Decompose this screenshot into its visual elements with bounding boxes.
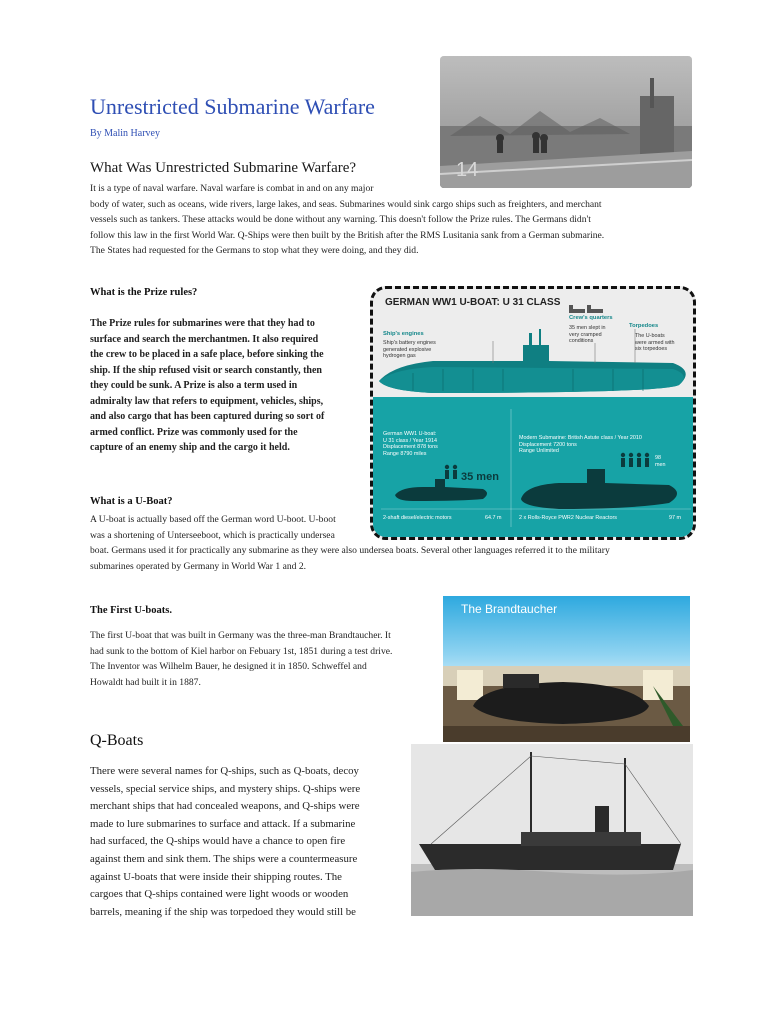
qboats-line: barrels, meaning if the ship was torpedoed they would still be <box>90 905 356 918</box>
prize-line: ship. If the ship refused visit or search constantly, then <box>90 364 322 376</box>
intro-line: vessels such as tankers. These attacks would be done without any warning. This doesn't follow the Prize rules. The Germans didn't <box>90 214 591 225</box>
intro-line: body of water, such as oceans, wide rivers, large lakes, and seas. Submarines would sink cargo ships such as freighters, and merchant <box>90 198 602 210</box>
modern-propulsion: 2 x Rolls-Royce PWR2 Nuclear Reactors <box>519 515 617 521</box>
qboats-line: made to lure submarines to surface and attack. If a submarine <box>90 817 356 830</box>
uboat-paragraph <box>90 512 680 574</box>
ww1-propulsion: 2-shaft diesel/electric motors <box>383 515 452 521</box>
prize-line: capture of an enemy ship and the cargo it held. <box>90 442 290 453</box>
uboat-line: was a shortening of Unterseeboot, which is practically undersea <box>90 529 335 541</box>
uboat-line: submarines operated by Germany in World War 1 and 2. <box>90 560 307 572</box>
uboat-line: A U-boat is actually based off the German word U-boot. U-boot <box>90 514 336 525</box>
prize-line: The Prize rules for submarines were that they had to <box>90 318 315 329</box>
prize-line: they could be sunk. A Prize is also a term used in <box>90 380 298 391</box>
modern-length: 97 m <box>669 515 681 521</box>
ww1-uboat-spec: German WW1 U-boat: U 31 class / Year 1914 Displacement 878 tons Range 8790 miles <box>383 431 438 457</box>
intro-line: follow this law in the first World War. Q-Ships were then built by the British after the RMS Lusitania sank from a German submarine. <box>90 229 605 241</box>
crews-quarters-note: 35 men slept in very cramped conditions <box>569 325 606 345</box>
first-uboats-heading: The First U-boats. <box>90 605 172 616</box>
uboat-heading: What is a U-Boat? <box>90 496 173 507</box>
qboats-line: against U-boats that were inside their shipping routes. The <box>90 870 342 883</box>
intro-paragraph <box>90 181 698 259</box>
crews-quarters-label: Crew's quarters <box>569 315 613 321</box>
author-byline: By Malin Harvey <box>90 128 160 139</box>
engines-note: Ship's battery engines generated explosive hydrogen gas <box>383 340 436 360</box>
first-uboats-line: Howaldt had built it in 1887. <box>90 676 201 688</box>
prize-heading: What is the Prize rules? <box>90 287 198 298</box>
hull-number: 14 <box>456 159 479 181</box>
qboats-line: There were several names for Q-ships, such as Q-boats, decoy <box>90 765 359 777</box>
qboats-line: had surfaced, the Q-ships would have a chance to open fire <box>90 835 346 848</box>
infographic-title: GERMAN WW1 U-BOAT: U 31 CLASS <box>385 297 561 308</box>
q-ship-photo <box>411 744 693 916</box>
first-uboats-paragraph <box>90 628 435 690</box>
qboats-line: cargoes that Q-ships contained were light woods or wooden <box>90 888 349 901</box>
torpedoes-note: The U-boats were armed with six torpedoes <box>635 333 675 353</box>
prize-line: admiralty law that refers to equipment, vehicles, ships, <box>90 395 324 407</box>
qboats-line: against them and sink them. The ships were a countermeasure <box>90 852 358 865</box>
page-title: Unrestricted Submarine Warfare <box>90 94 375 119</box>
ww1-crew-count: 35 men <box>461 471 499 483</box>
torpedoes-label: Torpedoes <box>629 323 659 329</box>
brandtaucher-photo <box>443 596 690 742</box>
ww1-length: 64.7 m <box>485 515 502 521</box>
modern-sub-spec: Modern Submarine: British Astute class / Year 2010 Displacement 7200 tons Range Unlimited <box>519 435 642 455</box>
first-uboats-line: The Inventor was Wilhelm Bauer, he designed it in 1850. Schweffel and <box>90 661 367 672</box>
qboats-heading: Q-Boats <box>90 732 144 749</box>
qboats-line: merchant ships that had concealed weapons, and Q-ships were <box>90 800 360 813</box>
prize-line: the crew to be placed in a safe place, before sinking the <box>90 349 324 360</box>
modern-crew-count: 98 men <box>655 455 666 468</box>
qboats-line: vessels, special service ships, and mystery ships. Q-ships were <box>90 782 361 795</box>
qboats-paragraph <box>90 763 402 921</box>
submarine-deck-photo <box>440 56 692 188</box>
first-uboats-line: had sunk to the bottom of Kiel harbor on Febuary 1st, 1851 during a test drive. <box>90 645 393 657</box>
prize-line: and also cargo that has been captured during so sort of <box>90 411 325 422</box>
intro-line: It is a type of naval warfare. Naval warfare is combat in and on any major <box>90 183 374 194</box>
engines-label: Ship's engines <box>383 331 424 337</box>
intro-heading: What Was Unrestricted Submarine Warfare? <box>90 160 357 176</box>
uboat-line: boat. Germans used it for practically any submarine as they were also undersea boats. Several other languages referred it to the military <box>90 545 610 556</box>
brandtaucher-caption: The Brandtaucher <box>461 602 558 616</box>
uboat-infographic <box>370 286 696 540</box>
intro-line: The States had requested for the Germans to stop what they were doing, and they did. <box>90 245 419 256</box>
prize-line: armed conflict. Prize was commonly used for the <box>90 426 298 438</box>
prize-paragraph <box>90 316 366 456</box>
first-uboats-line: The first U-boat that was built in Germany was the three-man Brandtaucher. It <box>90 630 391 641</box>
prize-line: surface and search the merchantmen. It also required <box>90 333 319 345</box>
